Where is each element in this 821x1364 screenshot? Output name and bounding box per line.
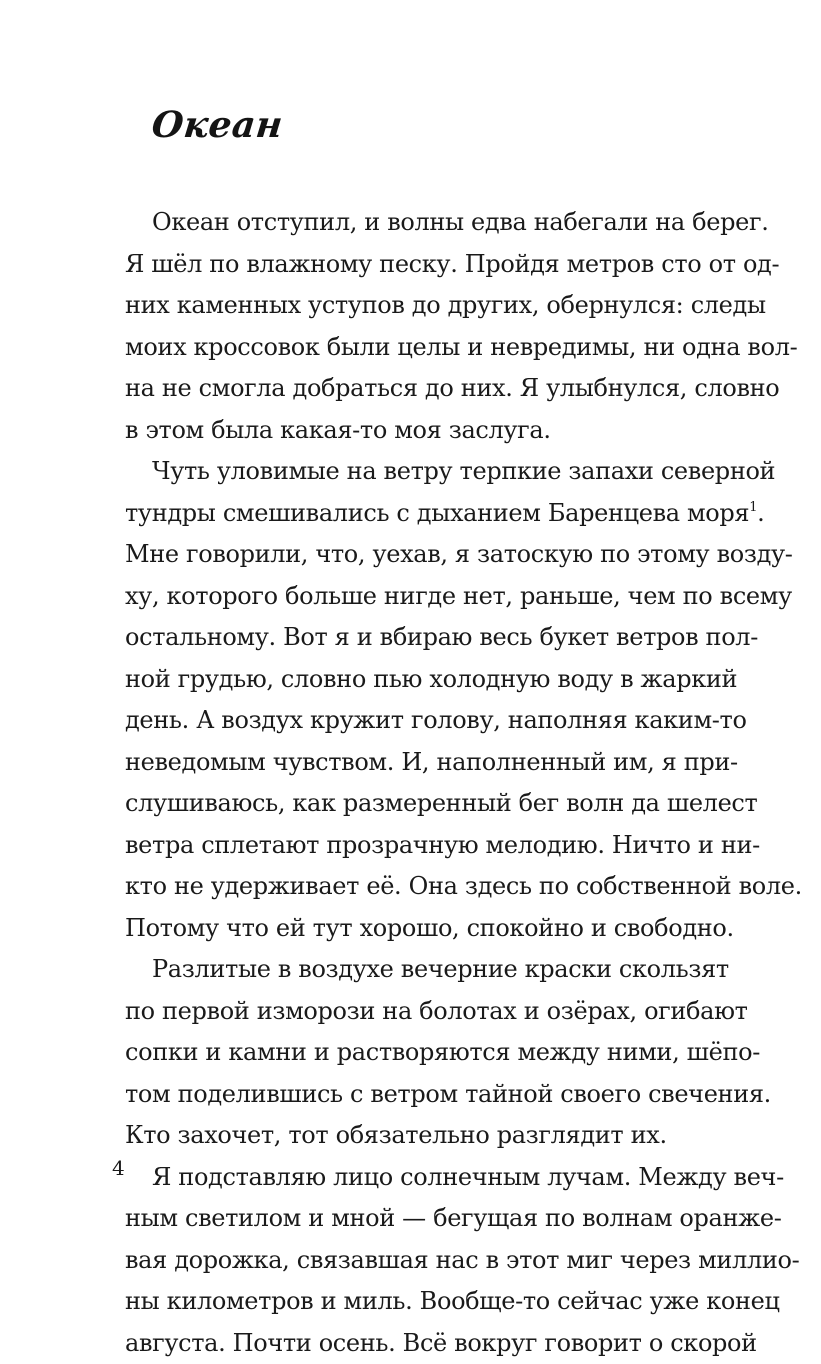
text-line: ветра сплетают прозрачную мелодию. Ничто и ни- bbox=[125, 825, 728, 867]
text-line-segment: тундры смешивались с дыханием Баренцева моря bbox=[125, 499, 749, 527]
text-line-segment: . bbox=[757, 499, 764, 527]
text-line: ху, которого больше нигде нет, раньше, чем по всему bbox=[125, 576, 728, 618]
text-line: слушиваюсь, как размеренный бег волн да шелест bbox=[125, 783, 728, 825]
text-line: в этом была какая-то моя заслуга. bbox=[125, 410, 728, 452]
text-line: ным светилом и мной — бегущая по волнам оранже- bbox=[125, 1198, 728, 1240]
text-line: Разлитые в воздухе вечерние краски скользят bbox=[125, 949, 728, 991]
text-line-with-footnote bbox=[125, 493, 728, 535]
text-line: Кто захочет, тот обязательно разглядит их. bbox=[125, 1115, 728, 1157]
text-line: вая дорожка, связавшая нас в этот миг через миллио- bbox=[125, 1240, 728, 1282]
text-line: по первой изморози на болотах и озёрах, огибают bbox=[125, 991, 728, 1033]
text-line: моих кроссовок были целы и невредимы, ни одна вол- bbox=[125, 327, 728, 369]
text-line: них каменных уступов до других, обернулся: следы bbox=[125, 285, 728, 327]
text-line: Чуть уловимые на ветру терпкие запахи северной bbox=[125, 451, 728, 493]
text-line: августа. Почти осень. Всё вокруг говорит о скорой bbox=[125, 1323, 728, 1364]
text-line: неведомым чувством. И, наполненный им, я при- bbox=[125, 742, 728, 784]
text-line: остальному. Вот я и вбираю весь букет ветров пол- bbox=[125, 617, 728, 659]
text-line: день. А воздух кружит голову, наполняя каким-то bbox=[125, 700, 728, 742]
text-line: Океан отступил, и волны едва набегали на берег. bbox=[125, 202, 728, 244]
footnote-marker[interactable]: 1 bbox=[749, 500, 757, 515]
text-line: ны километров и миль. Вообще-то сейчас уже конец bbox=[125, 1281, 728, 1323]
text-line: кто не удерживает её. Она здесь по собственной воле. bbox=[125, 866, 728, 908]
text-line: том поделившись с ветром тайной своего свечения. bbox=[125, 1074, 728, 1116]
text-line: ной грудью, словно пью холодную воду в жаркий bbox=[125, 659, 728, 701]
page-number: 4 bbox=[112, 1156, 125, 1180]
text-line: сопки и камни и растворяются между ними, шёпо- bbox=[125, 1032, 728, 1074]
text-line: Я подставляю лицо солнечным лучам. Между веч- bbox=[125, 1157, 728, 1199]
text-line: Потому что ей тут хорошо, спокойно и свободно. bbox=[125, 908, 728, 950]
body-text bbox=[125, 202, 728, 1364]
text-line: Я шёл по влажному песку. Пройдя метров сто от од- bbox=[125, 244, 728, 286]
text-line: Мне говорили, что, уехав, я затоскую по этому возду- bbox=[125, 534, 728, 576]
text-line: на не смогла добраться до них. Я улыбнулся, словно bbox=[125, 368, 728, 410]
chapter-title: Океан bbox=[150, 104, 285, 146]
